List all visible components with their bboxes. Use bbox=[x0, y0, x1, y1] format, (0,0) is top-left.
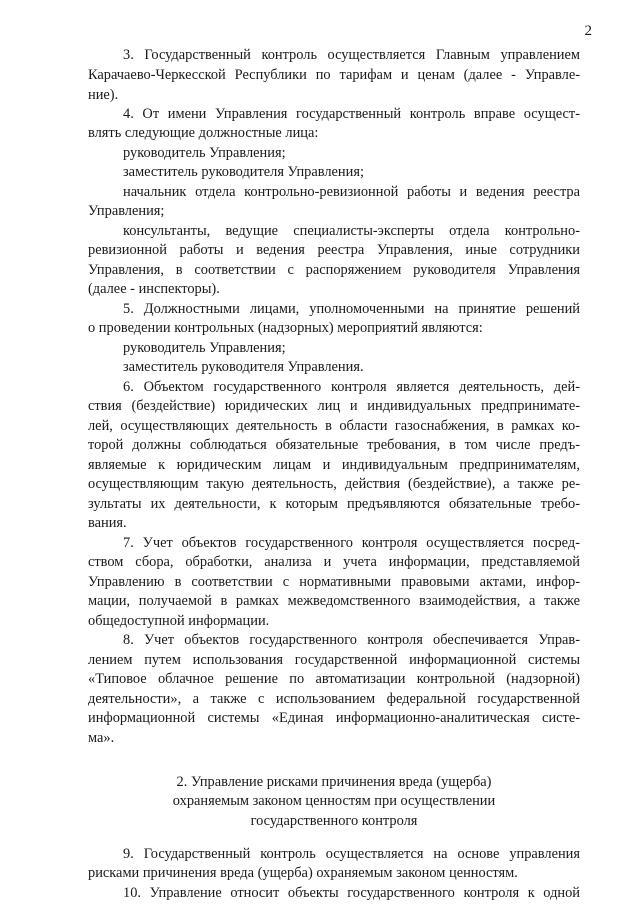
text-line: зультаты их деятельности, к которым предъявляются обязательные требо- bbox=[88, 496, 580, 512]
text-line: ние). bbox=[88, 87, 119, 103]
text-line: 3. Государственный контроль осуществляется Главным управлением bbox=[123, 47, 580, 63]
text-line: «Типовое облачное решение по автоматизации контрольной (надзорной) bbox=[88, 671, 580, 687]
text-line: ством сбора, обработки, анализа и учета информации, представляемой bbox=[88, 554, 580, 570]
text-line: 7. Учет объектов государственного контроля осуществляется посред- bbox=[123, 535, 580, 551]
text-line: заместитель руководителя Управления. bbox=[123, 359, 364, 375]
text-line: лением путем использования государственной информационной системы bbox=[88, 652, 580, 668]
text-line: вания. bbox=[88, 515, 127, 531]
text-line: ствия (бездействие) юридических лиц и индивидуальных предпринимате- bbox=[88, 398, 580, 414]
section-heading-line: 2. Управление рисками причинения вреда (ущерба) bbox=[176, 774, 492, 790]
text-line: 4. От имени Управления государственный контроль вправе осущест- bbox=[123, 106, 580, 122]
text-line: 6. Объектом государственного контроля является деятельность, дей- bbox=[123, 379, 580, 395]
text-line: ма». bbox=[88, 730, 115, 746]
text-line: влять следующие должностные лица: bbox=[88, 125, 319, 141]
text-line: лей, осуществляющих деятельность в области газоснабжения, в рамках ко- bbox=[88, 418, 580, 434]
text-line: начальник отдела контрольно-ревизионной работы и ведения реестра bbox=[123, 184, 580, 200]
text-line: руководитель Управления; bbox=[123, 145, 286, 161]
text-line: общедоступной информации. bbox=[88, 613, 270, 629]
text-line: мации, получаемой в рамках межведомственного взаимодействия, а также bbox=[88, 593, 580, 609]
section-heading-line: охраняемым законом ценностям при осуществлении bbox=[172, 793, 496, 809]
text-line: 10. Управление относит объекты государственного контроля к одной bbox=[123, 885, 580, 901]
text-line: Управления; bbox=[88, 203, 165, 219]
text-line: Карачаево-Черкесской Республики по тарифам и ценам (далее - Управле- bbox=[88, 67, 580, 83]
text-line: Управления, в соответствии с распоряжением руководителя Управления bbox=[88, 262, 580, 278]
text-line: являемые к юридическим лицам и индивидуальным предпринимателям, bbox=[88, 457, 580, 473]
text-line: о проведении контрольных (надзорных) мероприятий являются: bbox=[88, 320, 483, 336]
text-line: (далее - инспекторы). bbox=[88, 281, 220, 297]
text-line: осуществляющим такую деятельность, действия (бездействие), а также ре- bbox=[88, 476, 580, 492]
text-line: 5. Должностными лицами, уполномоченными на принятие решений bbox=[123, 301, 580, 317]
text-line: 8. Учет объектов государственного контроля обеспечивается Управ- bbox=[123, 632, 580, 648]
text-line: рисками причинения вреда (ущерба) охраняемым законом ценностям. bbox=[88, 865, 518, 881]
text-line: торой должны соблюдаться обязательные требования, в том числе предъ- bbox=[88, 437, 580, 453]
section-heading-line: государственного контроля bbox=[250, 813, 418, 829]
text-line: ревизионной работы и ведения реестра Управления, иные сотрудники bbox=[88, 242, 580, 258]
text-line: консультанты, ведущие специалисты-эксперты отдела контрольно- bbox=[123, 223, 580, 239]
text-line: информационной системы «Единая информационно-аналитическая систе- bbox=[88, 710, 580, 726]
text-line: деятельности», а также с использованием федеральной государственной bbox=[88, 691, 580, 707]
text-line: Управлению в соответствии с нормативными правовыми актами, инфор- bbox=[88, 574, 580, 590]
text-line: руководитель Управления; bbox=[123, 340, 286, 356]
text-line: заместитель руководителя Управления; bbox=[123, 164, 364, 180]
text-line: 9. Государственный контроль осуществляется на основе управления bbox=[123, 846, 580, 862]
page-number: 2 bbox=[584, 23, 592, 39]
